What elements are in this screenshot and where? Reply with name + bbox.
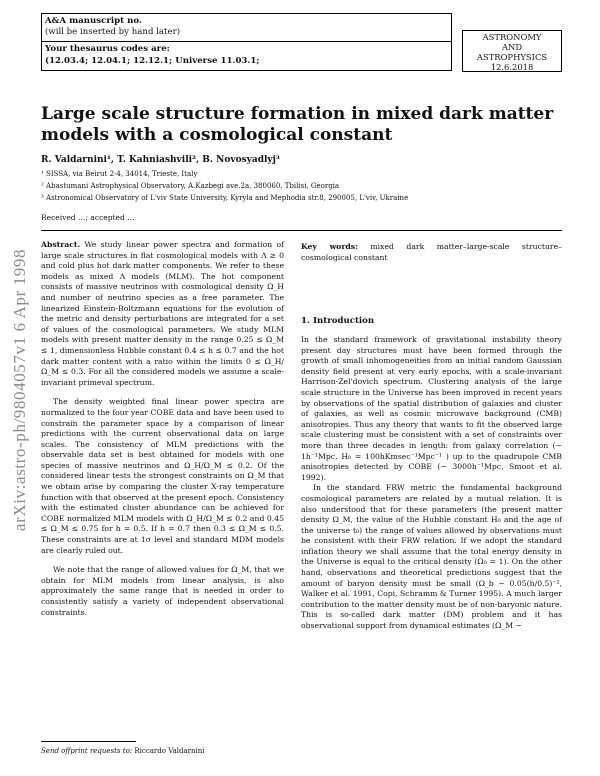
footnote-rule [41,741,136,742]
thesaurus-label: Your thesaurus codes are: [45,44,170,54]
arxiv-identifier: arXiv:astro-ph/9804057v1 6 Apr 1998 [10,248,29,532]
journal-line-3: ASTROPHYSICS [476,52,548,62]
affiliation-2: ² Abastumani Astrophysical Observatory, A.Kazbegi ave.2a, 380060, Tbilisi, Georgia [41,182,340,190]
journal-line-1: ASTRONOMY [482,32,542,42]
manuscript-note: (will be inserted by hand later) [45,27,181,37]
affiliation-3: ³ Astronomical Observatory of L'viv State University, Kyryla and Mephodia str.8, 290005, L'viv, Ukraine [41,194,409,202]
abstract-paragraph-1 [41,240,284,388]
manuscript-label: A&A manuscript no. [45,16,142,26]
abstract-paragraph-3: We note that the range of allowed values for Ω_M, that we obtain for MLM models from linear analysis, is also approximately the same range that is needed in order to consistently satisfy a variety of independent observational constraints. [41,565,284,617]
journal-line-2: AND [501,42,523,52]
abstract-text-1: We study linear power spectra and formation of large scale structures in flat cosmological models with Λ ≥ 0 and cold plus hot dark matter components. We refer to these models as mixed Λ models (MLM). The hot component consists of massive neutrinos with cosmological density Ω_H and number of neutrino species as a free parameter. The linearized Einstein-Boltzmann equations for the evolution of the metric and density perturbations are integrated for a set of values of the cosmological parameters. We study MLM models with present matter density in the range 0.25 ≤ Ω_M ≤ 1, dimensionless Hubble constant 0.4 ≤ h ≤ 0.7 and the hot dark matter content with a ratio within the limits 0 ≤ Ω_H/Ω_M ≤ 0.3. For all the considered models we assume a scale-invariant primeval spectrum. [41,240,284,387]
received-line: Received …; accepted … [41,213,135,222]
abstract-label: Abstract. [41,240,81,249]
footnote-name: Riccardo Valdarnini [134,747,205,755]
paper-title: Large scale structure formation in mixed dark matter models with a cosmological constant [41,104,554,145]
title-rule [41,230,562,231]
thesaurus-codes: (12.03.4; 12.04.1; 12.12.1; Universe 11.03.1; [45,56,260,66]
keywords-block [301,242,562,263]
abstract-column [41,240,284,618]
abstract-paragraph-2: The density weighted final linear power spectra are normalized to the four year COBE data and have been used to constrain the parameter space by a comparison of linear predictions with the current observational data on large scales. The consistency of MLM predictions with the observable data set is best obtained for models with one species of massive neutrinos and Ω_H/Ω_M ≤ 0.2. Of the considered linear tests the strongest constraints on Ω_M that we obtain arise by comparing the cluster X-ray temperature function with that observed at the present epoch. Consistency with the estimated cluster abundance can be achieved for COBE normalized MLM models with Ω_H/Ω_M ≤ 0.2 and 0.45 ≤ Ω_M ≤ 0.75 for h = 0.5. If h = 0.7 then 0.3 ≤ Ω_M ≤ 0.5. These constraints are at 1σ level and standard MDM models are clearly ruled out. [41,397,284,555]
header-divider [41,41,452,42]
intro-paragraph-2: In the standard FRW metric the fundamental background cosmological parameters are related by a mutual relation. It is also understood that for these parameters (the present matter density Ω_M, the value of the Hubble constant H₀ and the age of the universe t₀) the range of values allowed by observations must be consistent with their FRW relation. If we adopt the standard inflation theory we shall assume that the total energy density in the Universe is equal to the critical density (Ω₀ = 1). On the other hand, observations and theoretical predictions suggest that the amount of baryon density must be small (Ω_b ∼ 0.05(h/0.5)⁻², Walker et al. 1991, Copi, Schramm & Turner 1995). A much larger contribution to the matter density must be of non-baryonic nature. This is so-called dark matter (DM) problem and it has observational support from dynamical estimates (Ω_M ∼ [301,483,562,631]
introduction-column [301,335,562,632]
authors: R. Valdarnini¹, T. Kahniashvili², B. Novosyadlyj³ [41,155,280,165]
journal-date: 12.6.2018 [490,62,534,72]
intro-paragraph-1: In the standard framework of gravitational instability theory present day structures must have been formed through the growth of small inhomogeneities from an initial random Gaussian density field present at very early epochs, with a scale-invariant Harrison-Zel'dovich spectrum. Clustering analysis of the large scale structure in the Universe has been improved in recent years by observations of the spatial distribution of galaxies and cluster of galaxies, as well as cosmic microwave background (CMB) anisotropies. Thus any theory that wants to fit the observed large scale clustering must be consistent with a set of constraints over more than three decades in length: from galaxy correlation (∼ 1h⁻¹Mpc, H₀ = 100hKmsec⁻¹Mpc⁻¹ ) up to the quadrupole CMB anisotropies detected by COBE (∼ 3000h⁻¹Mpc, Smoot et al. 1992). [301,335,562,482]
footnote-label: Send offprint requests to: [41,747,133,755]
section-heading: 1. Introduction [301,316,375,326]
keywords-label: Key words: [301,242,358,251]
footnote [41,747,205,755]
keywords-text: mixed dark matter–large-scale structure–cosmological constant [301,242,562,262]
affiliation-1: ¹ SISSA, via Beirut 2-4, 34014, Trieste, Italy [41,170,198,178]
journal-box [462,30,562,72]
